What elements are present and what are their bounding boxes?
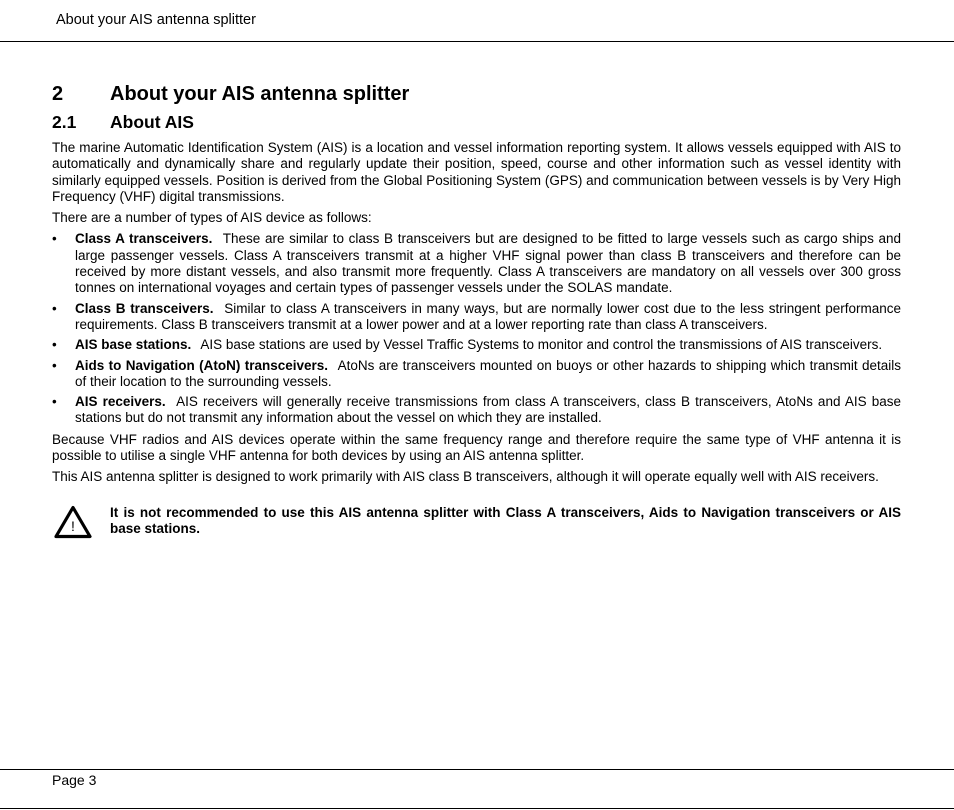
warning-triangle-icon [54,505,92,539]
list-item-base-stations [52,337,901,353]
intro-paragraph: The marine Automatic Identification System (AIS) is a location and vessel information reporting system. It allows vessels equipped with AIS to automatically and dynamically share and regularly update their position, speed, course and other information such as vessel identity with similarly equipped vessels. Position is derived from the Global Positioning System (GPS) and communication between vessels is by Very High Frequency (VHF) digital transmissions. [52,140,901,204]
splitter-use-paragraph: Because VHF radios and AIS devices operate within the same frequency range and therefore require the same type of VHF antenna it is possible to utilise a single VHF antenna for both devices by using an AIS antenna splitter. [52,431,901,464]
section-number: 2 [52,83,64,105]
bullet: • [52,357,57,373]
list-item-receivers [52,394,901,427]
design-paragraph: This AIS antenna splitter is designed to work primarily with AIS class B transceivers, although it will operate equally well with AIS receivers. [52,469,879,485]
bullet: • [52,337,57,353]
list-item-text: AIS base stations are used by Vessel Traffic Systems to monitor and control the transmissions of AIS transceivers. [200,337,883,353]
bullet: • [52,394,57,410]
device-type-list [52,231,901,426]
footer-rule-top [0,769,954,770]
list-item-term: Aids to Navigation (AtoN) transceivers. [75,357,329,373]
types-intro-paragraph: There are a number of types of AIS device as follows: [52,210,372,226]
warning-note [52,505,901,545]
list-item-text: Similar to class A transceivers in many ways, but are normally lower cost due to the less stringent performance requirements. Class B transceivers transmit at a lower power and at a lower reporting rate than class A transceivers. [75,300,901,332]
bullet: • [52,300,57,316]
list-item-term: Class A transceivers. [75,231,213,247]
list-item-term: Class B transceivers. [75,300,214,316]
page-number: Page 3 [52,772,97,788]
page-content [52,80,901,545]
subsection-heading [52,110,901,134]
list-item-class-a [52,231,901,296]
warning-text: It is not recommended to use this AIS antenna splitter with Class A transceivers, Aids to Navigation transceivers or AIS base stations. [110,504,901,536]
running-header: About your AIS antenna splitter [56,12,256,28]
subsection-number: 2.1 [52,112,77,132]
subsection-title: About AIS [110,112,194,132]
list-item-term: AIS base stations. [75,337,192,353]
list-item-text: AIS receivers will generally receive transmissions from class A transceivers, class B transceivers, AtoNs and AIS base stations but do not transmit any information about the vessel on which they are installed. [75,394,901,426]
section-title: About your AIS antenna splitter [110,83,410,105]
footer-rule-bottom [0,808,954,809]
list-item-text: These are similar to class B transceivers but are designed to be fitted to large vessels such as cargo ships and large passenger vessels. Class A transceivers transmit at a higher VHF signal power than class B transceivers and therefore can be received by more distant vessels, and also transmit more frequently. Class A transceivers are mandatory on all vessels over 300 gross tonnes on international voyages and certain types of passenger vessels under the SOLAS mandate. [75,231,901,296]
header-rule [0,41,954,42]
bullet: • [52,231,57,247]
list-item-aton [52,358,901,391]
list-item-term: AIS receivers. [75,394,166,410]
section-heading [52,80,901,108]
list-item-text: AtoNs are transceivers mounted on buoys or other hazards to shipping which transmit details of their location to the surrounding vessels. [75,357,901,389]
svg-text:!: ! [71,517,75,534]
list-item-class-b [52,301,901,334]
